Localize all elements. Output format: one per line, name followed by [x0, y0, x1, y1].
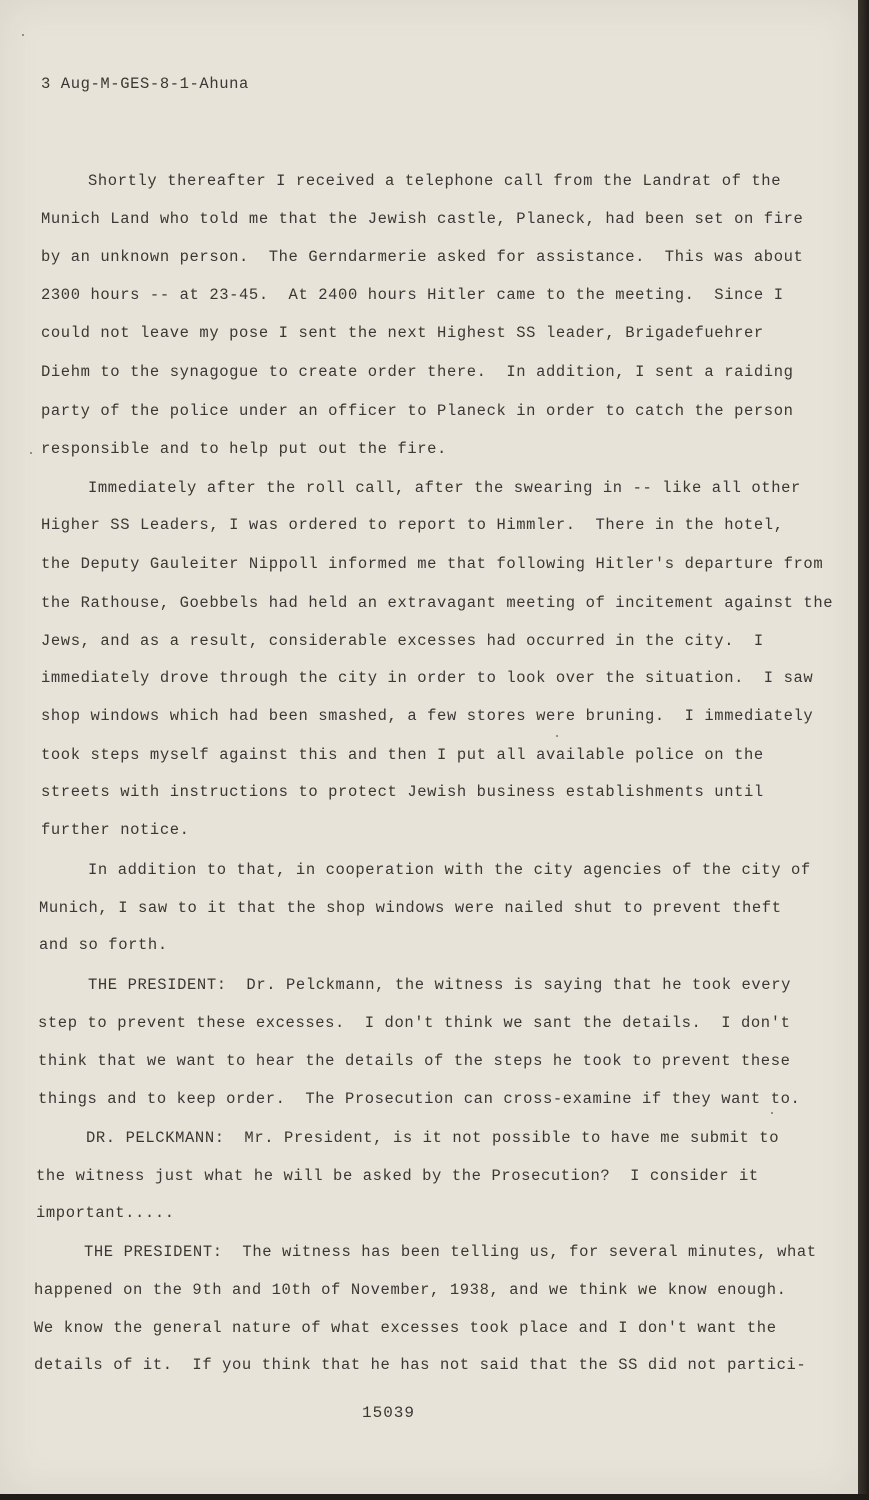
text-line: streets with instructions to protect Jewish business establishments until [41, 783, 764, 801]
text-line: responsible and to help put out the fire. [41, 440, 447, 458]
text-line: the Deputy Gauleiter Nippoll informed me that following Hitler's departure from [41, 555, 824, 573]
text-line: further notice. [41, 821, 190, 839]
text-line: immediately drove through the city in order to look over the situation. I saw [41, 669, 814, 687]
text-line: Immediately after the roll call, after the swearing in -- like all other [88, 479, 801, 497]
text-line: 2300 hours -- at 23-45. At 2400 hours Hitler came to the meeting. Since I [41, 286, 784, 304]
text-line: THE PRESIDENT: The witness has been telling us, for several minutes, what [84, 1243, 817, 1261]
text-line: Shortly thereafter I received a telephone call from the Landrat of the [88, 172, 782, 190]
scan-edge-bottom [0, 1494, 869, 1500]
text-line: In addition to that, in cooperation with the city agencies of the city of [88, 861, 811, 879]
text-line: We know the general nature of what excesses took place and I don't want the [34, 1319, 777, 1337]
text-line: and so forth. [39, 936, 168, 954]
text-line: the witness just what he will be asked by the Prosecution? I consider it [36, 1167, 759, 1185]
text-line: Higher SS Leaders, I was ordered to report to Himmler. There in the hotel, [41, 516, 784, 534]
text-line: Diehm to the synagogue to create order there. In addition, I sent a raiding [41, 363, 794, 381]
text-line: the Rathouse, Goebbels had held an extravagant meeting of incitement against the [41, 594, 834, 612]
text-line: could not leave my pose I sent the next Highest SS leader, Brigadefuehrer [41, 324, 764, 342]
text-line: happened on the 9th and 10th of November, 1938, and we think we know enough. [34, 1281, 787, 1299]
paper-speck [556, 735, 558, 737]
text-line: Munich Land who told me that the Jewish castle, Planeck, had been set on fire [41, 210, 804, 228]
paper-speck [22, 34, 24, 36]
page-number: 15039 [362, 1404, 416, 1422]
text-line: details of it. If you think that he has not said that the SS did not partici- [34, 1356, 807, 1374]
text-line: shop windows which had been smashed, a few stores were bruning. I immediately [41, 707, 814, 725]
scan-edge-right [858, 0, 869, 1500]
text-line: step to prevent these excesses. I don't think we sant the details. I don't [38, 1014, 791, 1032]
text-line: important..... [36, 1204, 175, 1222]
text-line: THE PRESIDENT: Dr. Pelckmann, the witness is saying that he took every [88, 976, 792, 994]
text-line: DR. PELCKMANN: Mr. President, is it not possible to have me submit to [86, 1129, 780, 1147]
text-line: party of the police under an officer to Planeck in order to catch the person [41, 402, 794, 420]
text-line: things and to keep order. The Prosecution can cross-examine if they want to. [38, 1090, 801, 1108]
paper-speck [30, 452, 32, 454]
text-line: by an unknown person. The Gerndarmerie asked for assistance. This was about [41, 248, 804, 266]
paper-speck [771, 1112, 773, 1114]
text-line: think that we want to hear the details of the steps he took to prevent these [38, 1052, 791, 1070]
text-line: took steps myself against this and then I put all available police on the [41, 746, 764, 764]
text-line: Jews, and as a result, considerable excesses had occurred in the city. I [41, 632, 764, 650]
text-line: Munich, I saw to it that the shop windows were nailed shut to prevent theft [39, 899, 782, 917]
document-header: 3 Aug-M-GES-8-1-Ahuna [41, 75, 249, 93]
